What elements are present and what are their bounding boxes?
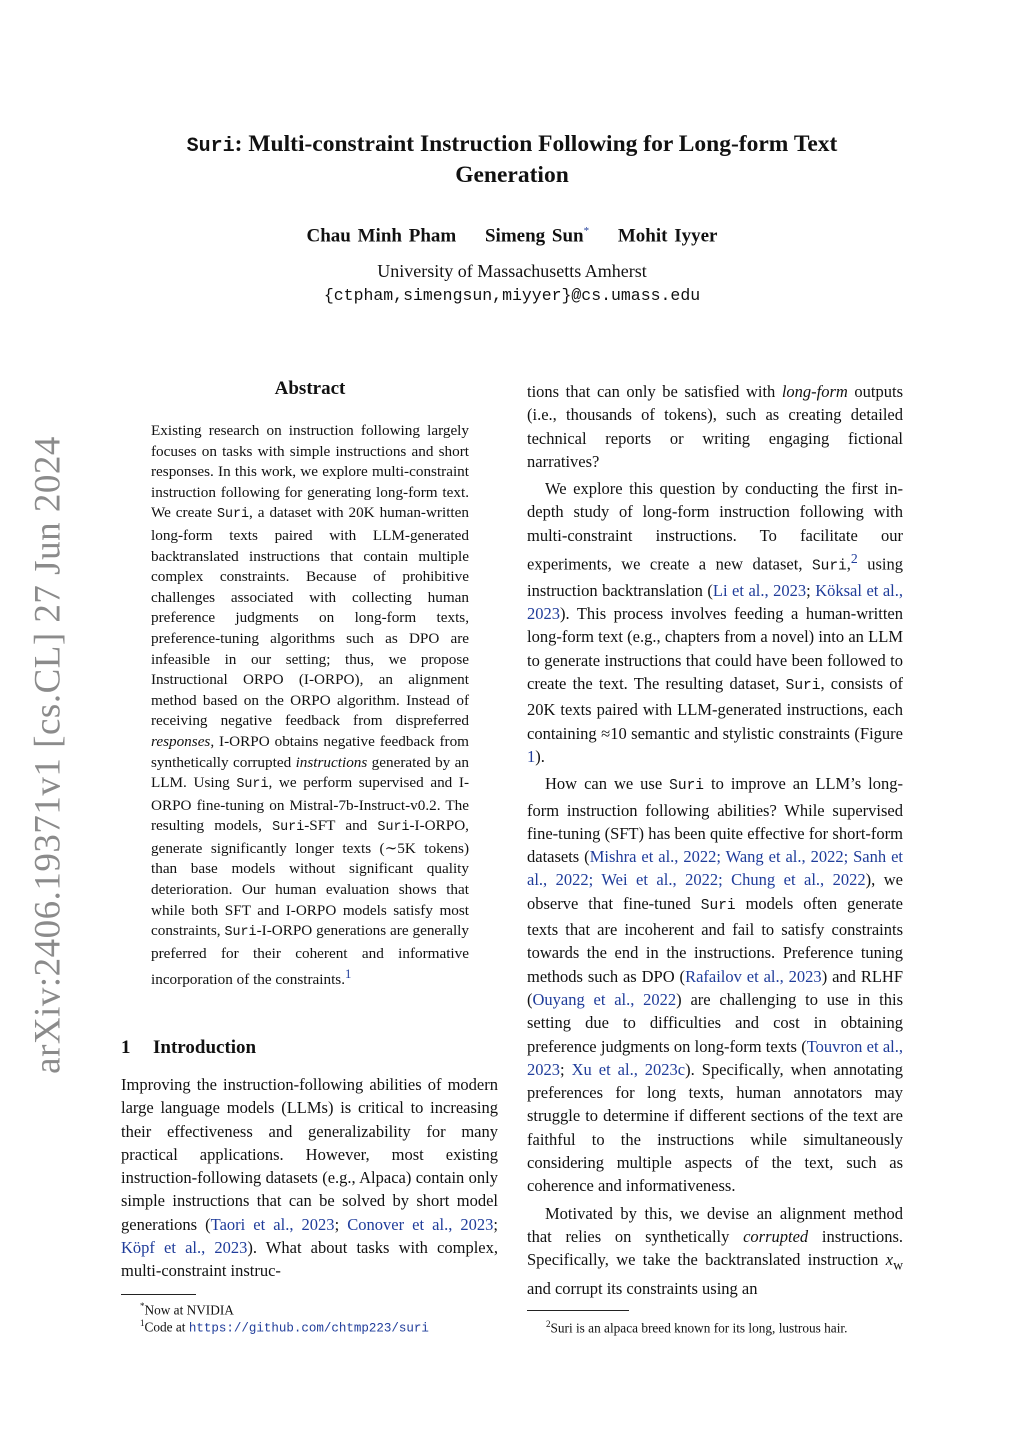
title-line-1: : Multi-constraint Instruction Following for Long-form Text (234, 131, 838, 157)
footnote-mark[interactable]: 2 (850, 551, 858, 567)
title-system-name: Suri (186, 135, 235, 158)
text-run: Suri (236, 777, 269, 793)
right-column-body (527, 380, 903, 1300)
abstract-heading: Abstract (274, 378, 346, 399)
author-emails: {ctpham,simengsun,miyyer}@cs.umass.edu (323, 286, 701, 305)
text-run: ), we observe that fine-tuned (527, 870, 903, 913)
author: Mohit Iyyer (617, 225, 718, 247)
text-run: ; (806, 580, 816, 600)
citation-link[interactable]: Mishra et al., 2022; Wang et al., 2022; Sanh et al., 2022; Wei et al., 2022; Chung et al., 2022 (527, 847, 903, 890)
text-run: Suri (811, 558, 847, 575)
citation-link[interactable]: Ouyang et al., 2022 (532, 989, 677, 1009)
text-run: ; (560, 1059, 572, 1079)
citation-link[interactable]: Li et al., 2023 (712, 580, 807, 600)
text-run: Suri (272, 820, 305, 836)
text-run: instructions (295, 753, 368, 771)
citation-link[interactable]: Köpf et al., 2023 (121, 1238, 248, 1258)
text-run: , we perform supervised and I-ORPO fine-tuning on Mistral-7b-Instruct-v0.2. The resulting models, (151, 774, 470, 835)
footnote-right-1: $^2$Suri is an alpaca breed known for its long, lustrous hair. (546, 1319, 848, 1336)
text-run: , consists of 20K texts paired with LLM-generated instructions, each containing ≈10 semantic and stylistic constraints (Figure (527, 674, 903, 743)
body-paragraph (527, 772, 903, 1197)
text-run: models often generate texts that are incoherent and fail to satisfy constraints towards the end in the instructions. Preference tuning methods such as DPO ( (527, 893, 903, 986)
text-run: Motivated by this, we devise an alignment method that relies on synthetically (527, 1203, 903, 1246)
text-run: outputs (i.e., thousands of tokens), such as creating detailed technical reports or writing engaging fictional narratives? (527, 382, 903, 471)
text-run: ) and RLHF ( (527, 966, 904, 1009)
footnote-mark[interactable]: 1 (345, 967, 352, 982)
text-run: x (885, 1250, 894, 1270)
body-paragraph (527, 477, 903, 768)
text-run: Improving the instruction-following abilities of modern large language models (LLMs) is critical to increasing their effectiveness and generalizability for many practical applications. However, most existing instruction-following datasets (e.g., Alpaca) contain only simple instructions that can be solved by short model generations ( (121, 1075, 498, 1234)
text-run: Suri (224, 925, 257, 941)
text-run: Suri (785, 678, 821, 695)
text-run: , (846, 554, 851, 574)
title-line-2: Generation (455, 162, 569, 188)
footnote-left-2: $^1$Code at https://github.com/chtmp223/suri (140, 1318, 429, 1336)
text-run: w (893, 1257, 903, 1273)
text-run: , I-ORPO obtains negative feedback from synthetically corrupted (151, 732, 469, 771)
text-run: responses (151, 732, 211, 750)
abstract-body (151, 421, 469, 991)
text-run: Suri (669, 778, 705, 795)
body-paragraph (527, 380, 903, 473)
text-run: -SFT and (304, 817, 378, 835)
text-run: to improve an LLM’s long-form instruction following abilities? While supervised fine-tuning (SFT) has been quite effective for short-form datasets ( (527, 774, 904, 867)
author-list (120, 225, 904, 247)
text-run: -I-ORPO generations are generally preferred for their coherent and informative incorporation of the constraints. (151, 922, 469, 989)
citation-link[interactable]: Touvron et al., 2023 (527, 1036, 903, 1079)
section-title: Introduction (153, 1037, 257, 1058)
text-run: How can we use (545, 774, 670, 794)
citation-link[interactable]: 1 (527, 746, 536, 766)
text-run: -I-ORPO, generate significantly longer texts (∼5K tokens) than base models without significant quality deterioration. Our human evaluation shows that while both SFT and I-ORPO models satisfy most constraints, (151, 817, 469, 940)
footnote-left-1: *Now at NVIDIA (140, 1301, 234, 1318)
text-run: generated by an LLM. Using (151, 753, 469, 792)
affiliation: University of Massachusetts Amherst (377, 261, 647, 281)
text-run: tions that can only be satisfied with (527, 382, 782, 401)
section-heading-introduction (121, 1037, 256, 1059)
footnote-rule-left (121, 1294, 196, 1295)
introduction-paragraph (121, 1073, 498, 1283)
section-number: 1 (121, 1037, 131, 1058)
paper-title (120, 130, 904, 190)
citation-link[interactable]: Conover et al., 2023 (347, 1214, 494, 1234)
text-run: Suri (377, 820, 410, 836)
text-run: ). What about tasks with complex, multi-constraint instruc- (121, 1238, 498, 1281)
text-run: We explore this question by conducting the first in-depth study of long-form instruction following with multi-constraint instructions. To facilitate our experiments, we create a new dataset, (527, 479, 903, 574)
text-run: ). This process involves feeding a human-written long-form text (e.g., chapters from a novel) into an LLM to generate instructions that could have been followed to create the text. The resulting dataset, (527, 604, 903, 694)
citation-link[interactable]: Rafailov et al., 2023 (685, 966, 822, 986)
code-repository-link[interactable]: https://github.com/chtmp223/suri (188, 1321, 429, 1336)
author: Chau Minh Pham (306, 225, 457, 247)
citation-link[interactable]: Köksal et al., 2023 (527, 580, 904, 624)
arxiv-identifier: arXiv:2406.19371v1 [cs.CL] 27 Jun 2024 (27, 436, 69, 1074)
text-run: ; (334, 1214, 348, 1234)
text-run: Suri (216, 507, 250, 523)
body-paragraph (527, 1202, 903, 1300)
text-run: ) are challenging to use in this setting due to difficulties and cost in obtaining preference judgments on long-form texts ( (527, 989, 903, 1056)
text-run: , a dataset with 20K human-written long-form texts paired with LLM-generated backtranslated instructions that contain multiple complex constraints. Because of prohibitive challenges associated with collecting human preference judgments on long-form texts, preference-tuning algorithms such as DPO are infeasible in our setting; thus, we propose Instructional ORPO (I-ORPO), an alignment method based on the ORPO algorithm. Instead of receiving negative feedback from dispreferred (151, 504, 469, 730)
author: Simeng Sun* (484, 225, 590, 247)
text-run: using instruction backtranslation ( (527, 554, 904, 600)
text-run: ). (535, 746, 545, 766)
citation-link[interactable]: Xu et al., 2023c (571, 1059, 686, 1079)
text-run: Existing research on instruction following largely focuses on tasks with simple instructions and short responses. In this work, we explore multi-constraint instruction following for generating long-form text. We create (151, 422, 469, 522)
text-run: ). Specifically, when annotating preferences for long texts, human annotators may struggle to determine if different sections of the text are faithful to the instructions while simultaneously considering multiple aspects of the text, such as coherence and informativeness. (527, 1059, 903, 1196)
citation-link[interactable]: Taori et al., 2023 (210, 1214, 335, 1234)
text-run: corrupted (743, 1226, 809, 1246)
text-run: ; (493, 1214, 498, 1234)
text-run: and corrupt its constraints using an (527, 1278, 758, 1298)
text-run: long-form (781, 382, 848, 401)
footnote-rule-right (527, 1310, 629, 1311)
text-run: Suri (700, 897, 736, 914)
text-run: instructions. Specifically, we take the backtranslated instruction (527, 1226, 903, 1270)
author-footnote-mark[interactable]: * (583, 225, 590, 237)
arxiv-side-label (8, 436, 88, 1074)
